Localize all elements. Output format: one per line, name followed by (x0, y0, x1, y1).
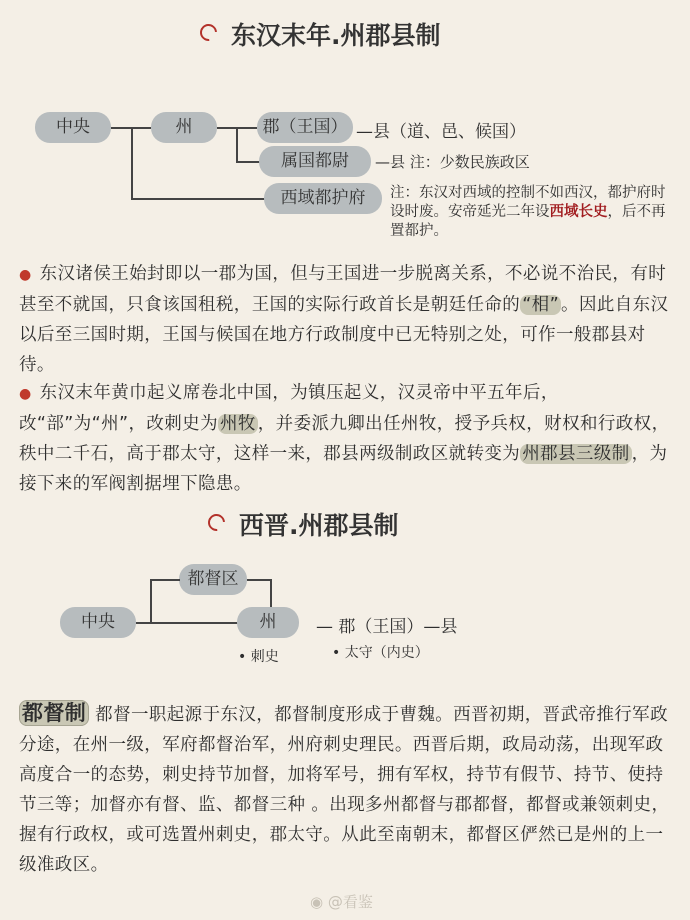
section-title-2: 西晋.州郡县制 (208, 506, 399, 542)
paragraph-1: ● 东汉诸侯王始封即以一郡为国，但与王国进一步脱离关系，不必说不治民，有时甚至不就国，只食该国租税，王国的实际行政首长是朝廷任命的 “相” 。因此自东汉以后至三国时期，王国与候国在地方行政制度中已无特别之处，可作一般郡县对待。 (19, 264, 669, 375)
node-zhongyang: 中央 (35, 112, 111, 143)
connector (150, 579, 180, 581)
paragraph-2: ● 东汉末年黄巾起义席卷北中国，为镇压起义，汉灵帝中平五年后，改“部”为“州”，改刺史为 州牧 ，并委派九卿出任州牧，授予兵权，财权和行政权，秩中二千石，高于郡太守，这样一来，郡县两级制政区就转变为 州郡县三级制 ，为接下来的军阀割据埋下隐患。 (19, 383, 670, 494)
connector (270, 579, 272, 608)
jun-tail: —县（道、邑、候国） (356, 122, 526, 142)
bullet-icon: ● (19, 267, 32, 283)
node-zhongyang: 中央 (60, 607, 136, 638)
node-dudu: 都督区 (179, 564, 247, 595)
connector (247, 579, 272, 581)
ring-icon (197, 21, 221, 45)
weibo-icon: ◉ (310, 893, 324, 911)
node-zhou: 州 (151, 112, 217, 143)
connector (150, 579, 152, 623)
connector (236, 127, 238, 162)
taishou-label: • 太守（内史） (332, 645, 429, 661)
jun-tail: — 郡（王国）—县 (316, 617, 458, 637)
connector (136, 622, 238, 624)
paragraph-3: 都督制 都督一职起源于东汉，都督制度形成于曹魏。西晋初期，晋武帝推行军政分途，在州一级，军府都督治军，州府刺史理民。西晋后期，政局动荡，出现军政高度合一的态势，刺史持节加督，加将军号，拥有军权，持节有假节、持节、使持节三等；加督亦有督、监、都督三种 。出现多州都督与郡都督，都督或兼领刺史，握有行政权，或可选置州刺史，郡太守。从此至南朝末，都督区俨然已是州的上一级准政区。 (19, 701, 670, 875)
node-jun: 郡（王国） (257, 112, 353, 143)
node-shuguo: 属国都尉 (259, 146, 371, 177)
connector (131, 198, 265, 200)
node-xiyu: 西域都护府 (264, 183, 382, 214)
shuguo-tail: —县 注：少数民族政区 (375, 153, 530, 171)
watermark: ◉ @看鉴 (310, 893, 373, 911)
ring-icon (205, 511, 229, 535)
xiyu-note: 注：东汉对西域的控制不如西汉，都护府时设时废。安帝延光二年设西域长史，后不再置都护。 (390, 185, 666, 239)
node-zhou: 州 (237, 607, 299, 638)
bullet-icon: ● (19, 386, 32, 402)
cishi-label: • 刺史 (238, 649, 279, 665)
section-title-1: 东汉末年.州郡县制 (200, 16, 441, 52)
connector (236, 161, 260, 163)
connector (131, 127, 133, 199)
